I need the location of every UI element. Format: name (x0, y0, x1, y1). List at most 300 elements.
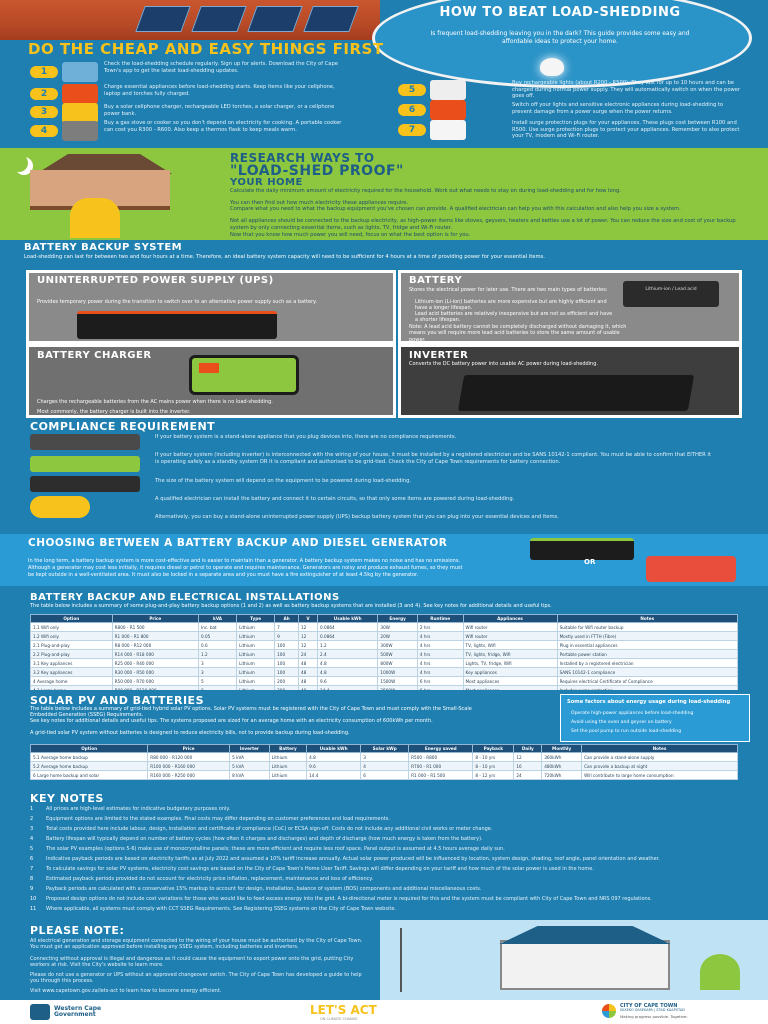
compliance-paragraph: If your battery system is a stand-alone appliance that you plug devices into, there are no compliance requirements. (155, 434, 457, 440)
city-name-line: ISIXEKO SASEKAPA | STAD KAAPSTAD (620, 1008, 685, 1012)
roof-solar-illustration (0, 0, 380, 40)
ups-text: Provides temporary power during the transition to switch over to an alternative power supply such as a battery. (37, 299, 317, 305)
battery-backup-intro: Load-shedding can last for between two and four hours at a time. Therefore, an ideal battery system capacity will need to be sufficient for 4 hours at a time of providing power for your essential items. (24, 254, 545, 260)
energy-usage-item: Set the pool pump to run outside load-shedding (571, 729, 682, 734)
table-header-cell: Price (112, 615, 198, 623)
table-cell: R14 000 - R18 000 (112, 650, 198, 659)
table-header-cell: Battery (269, 745, 306, 753)
or-label: OR (584, 558, 596, 566)
key-note (30, 886, 730, 892)
power-pole-icon (400, 928, 402, 992)
cheap-tips-section (0, 0, 768, 148)
table-header-cell: Option (31, 745, 148, 753)
ups-device-icon (77, 311, 277, 339)
table-cell: 8 kVA (230, 771, 270, 780)
table-row (31, 650, 738, 659)
key-note-number: 4 (30, 836, 34, 842)
table-row (31, 632, 738, 641)
solar-options-table (30, 744, 738, 780)
solar-paragraph: See key notes for additional details and useful tips. The systems proposed are sized for an average home with an electricity consumption of 600kWh per month. (30, 718, 433, 724)
solar-paragraph: A grid-tied solar PV system without batteries is designed to reduce electricity bills, not to provide backup during load-shedding. (30, 730, 350, 736)
table-cell: 48 (299, 659, 318, 668)
tip-text: Buy rechargeable lights (about R200 - R500). They last for up to 10 hours and can be charged during normal power supply. They will automatically switch on when the power goes off. (512, 80, 741, 99)
table-cell: 4 Average home (31, 677, 113, 686)
table-row (31, 677, 738, 686)
key-note (30, 876, 730, 882)
switch-off-icon (430, 100, 466, 120)
solar-panel-icon (303, 6, 358, 32)
western-cape-logo-icon (30, 1004, 50, 1020)
table-cell: 5 (198, 677, 236, 686)
key-note-number: 1 (30, 806, 34, 812)
table-header-cell: Notes (582, 745, 738, 753)
table-cell: Portable power station (557, 650, 737, 659)
key-note-number: 11 (30, 906, 37, 912)
intro-text: Is frequent load-shedding leaving you in the dark? This guide provides some easy and affordable ideas to protect your home. (430, 30, 690, 45)
table-cell: Installed by a registered electrician (557, 659, 737, 668)
table-header-cell: Daily (514, 745, 542, 753)
table-cell: 24 (514, 771, 542, 780)
table-cell: 200 (275, 677, 299, 686)
table-header-cell: Energy (378, 615, 417, 623)
table-cell: Lithium (237, 659, 275, 668)
table-cell: 1500W (378, 677, 417, 686)
tip-text: Charge essential appliances before load-shedding starts. Keep items like your cellphone, laptop and torches fully charged. (104, 84, 335, 97)
table-header-cell: Monthly (542, 745, 582, 753)
battery-text: Stores the electrical power for later use. There are two main types of batteries: (409, 287, 608, 293)
table-cell: 100 (275, 650, 299, 659)
table-cell: 5 kVA (230, 762, 270, 771)
energy-usage-item: Operate high-power appliances before load-shedding (571, 711, 694, 716)
table-cell: 4 hrs (417, 641, 463, 650)
key-note-number: 5 (30, 846, 34, 852)
light-bulb-icon (540, 58, 564, 76)
table-cell: SANS 10142-1 compliance (557, 668, 737, 677)
key-note (30, 836, 730, 842)
key-note-number: 6 (30, 856, 34, 862)
compliance-section (0, 418, 768, 534)
key-notes-section (0, 790, 768, 920)
city-name (620, 1004, 685, 1013)
key-note (30, 806, 730, 812)
table-header-cell: Ah (275, 615, 299, 623)
table-cell: Lithium (237, 623, 275, 632)
choosing-section (0, 534, 768, 586)
table-cell: 6 hrs (417, 677, 463, 686)
wc-name-line: Western Cape (54, 1005, 102, 1012)
table-row (31, 762, 738, 771)
inverter-card (398, 344, 742, 418)
table-cell: 6 Large home backup and solar (31, 771, 148, 780)
table-cell: 360kWh (542, 753, 582, 762)
city-of-cape-town-logo-icon (602, 1004, 616, 1018)
key-note-text: Estimated payback periods provided do not account for electricity price inflation, replacement, maintenance and loss of efficiency. (46, 876, 374, 882)
key-notes-title: KEY NOTES (30, 792, 104, 805)
inverter-device-icon (30, 476, 140, 492)
table-cell: Lithium (237, 641, 275, 650)
key-note (30, 856, 730, 862)
table-cell: 1.2 (198, 650, 236, 659)
rechargeable-light-icon (430, 80, 466, 100)
table-cell: Can provide a stand-alone supply (582, 753, 738, 762)
table-row (31, 771, 738, 780)
table-cell: 100 (275, 668, 299, 677)
table-cell: 12 (299, 632, 318, 641)
tip-text: Check the load-shedding schedule regularly. Sign up for alerts. Download the City of Cape Town's app to get the latest load-shedding updates. (104, 61, 338, 74)
charger-text: Charges the rechargeable batteries from the AC mains power when there is no load-shedding. (37, 399, 273, 405)
table-cell: 2.2 Plug-and-play (31, 650, 113, 659)
table-cell: 12 (514, 753, 542, 762)
key-note (30, 896, 730, 902)
table-cell: Mostly used in FTTH (Fibre) (557, 632, 737, 641)
key-note-text: Battery lifespan will typically depend on number of battery cycles (how often it charges and discharges) and depth of discharge (how much energy is taken from the battery). (46, 836, 483, 842)
table-cell: R500 - R800 (409, 753, 473, 762)
table-cell: Lights, TV, fridge, Wifi (463, 659, 557, 668)
battery-card (398, 270, 742, 344)
diesel-generator-icon (646, 556, 736, 582)
table-cell: 9 (275, 632, 299, 641)
inverter-title: INVERTER (409, 350, 469, 361)
moon-icon (10, 154, 28, 172)
table-cell: 7 (275, 623, 299, 632)
table-cell: 3.2 Key appliances (31, 668, 113, 677)
table-cell: Inc. bat (198, 623, 236, 632)
battery-backup-section (0, 240, 768, 418)
table-cell: Wifi router (463, 623, 557, 632)
research-paragraph: Not all appliances should be connected to the backup electricity, as high-power items like stoves, geysers, heaters and kettles use a lot of power. You can reduce the size and cost of your backup system by only connecting essential items, such as lights, TV, fridge and Wi-Fi router. (230, 218, 736, 231)
table-cell: Requires electrical Certificate of Compliance (557, 677, 737, 686)
tip-number: 4 (30, 125, 58, 137)
main-title: HOW TO BEAT LOAD-SHEDDING (439, 5, 681, 20)
table-cell: R25 000 - R40 000 (112, 659, 198, 668)
please-note-paragraph: Visit www.capetown.gov.za/lets-act to learn how to become energy efficient. (30, 988, 222, 994)
research-paragraph: Calculate the daily minimum amount of electricity required for the household. Work out what needs to stay on during load-shedding and for how long. (230, 188, 621, 194)
table-cell: 30W (378, 623, 417, 632)
tip-text: Switch off your lights and sensitive electronic appliances during load-shedding to prevent damage from a power surge when the power returns. (512, 102, 724, 115)
table-cell: 9.6 (318, 677, 378, 686)
solar-title: SOLAR PV AND BATTERIES (30, 694, 204, 707)
table-cell: R700 - R1 000 (409, 762, 473, 771)
battery-bullet: Lead acid batteries are relatively inexpensive but are not as efficient and have a shorter lifespan. (415, 311, 613, 324)
table-cell: 4 hrs (417, 668, 463, 677)
choosing-paragraph: In the long term, a battery backup system is more cost-effective and is easier to maintain than a generator. A battery backup system makes no noise and has no emissions. (28, 558, 461, 564)
plug-device-icon (30, 434, 140, 450)
charger-switch-icon (199, 363, 219, 373)
table-cell: 4 hrs (417, 632, 463, 641)
table-cell: 0.05 (198, 632, 236, 641)
charger-title: BATTERY CHARGER (37, 350, 152, 361)
table-cell: TV, lights, Wifi (463, 641, 557, 650)
table-cell: 2.4 (318, 650, 378, 659)
city-name-line: CITY OF CAPE TOWN (620, 1003, 678, 1009)
battery-title: BATTERY (409, 275, 463, 286)
compliance-paragraph: Alternatively, you can buy a stand-alone uninterrupted power supply (UPS) backup battery system that you can plug into your essential devices and items. (155, 514, 559, 520)
table-cell: 0.0864 (318, 623, 378, 632)
inverter-text: Converts the DC battery power into usable AC power during load-shedding. (409, 361, 598, 367)
research-section (0, 148, 768, 240)
tip-number: 3 (30, 106, 58, 118)
charger-card (26, 344, 396, 418)
table-cell: 300W (378, 641, 417, 650)
western-cape-name (54, 1006, 101, 1018)
table-cell: 20W (378, 632, 417, 641)
battery-charger-icon (189, 355, 299, 395)
table-header-cell: V (299, 615, 318, 623)
table-cell: Lithium (269, 753, 306, 762)
table-cell: 4.8 (318, 668, 378, 677)
key-note-text: The solar PV examples (options 5-6) make use of monocrystalline panels; these are more efficient and require less roof space. Panel output is assumed at 4.5 hours average daily sun. (46, 846, 505, 852)
table-cell: Suitable for Wifi router backup (557, 623, 737, 632)
table-cell: 4.8 (318, 659, 378, 668)
please-note-paragraph: Please do not use a generator or UPS without an approved changeover switch. The City of Cape Town has developed a guide to help you through this process. (30, 972, 362, 985)
table-header-cell: Option (31, 615, 113, 623)
ups-title: UNINTERRUPTED POWER SUPPLY (UPS) (37, 275, 274, 286)
key-note-number: 9 (30, 886, 34, 892)
table-cell: Lithium (237, 650, 275, 659)
table-cell: 720kWh (542, 771, 582, 780)
energy-usage-title: Some factors about energy usage during load-shedding (567, 699, 731, 705)
ups-card (26, 270, 396, 344)
tip-number: 7 (398, 124, 426, 136)
table-header-cell: Runtime (417, 615, 463, 623)
tip-text: Buy a solar cellphone charger, rechargeable LED torches, a solar charger, or a cellphone power bank. (104, 104, 335, 117)
compliance-paragraph: A qualified electrician can install the battery and connect it to certain circuits, so that only some items are powered during load-shedding. (155, 496, 515, 502)
house-icon (500, 940, 670, 990)
table-cell: Plug in essential appliances (557, 641, 737, 650)
key-note-number: 2 (30, 816, 34, 822)
battery-bullet: Lithium-ion (Li-ion) batteries are more expensive but are highly efficient and have a longer lifespan. (415, 299, 607, 312)
table-cell: 1.2 Wifi only (31, 632, 113, 641)
table-cell: R1 000 - R1 500 (409, 771, 473, 780)
table-cell: 24 (299, 650, 318, 659)
table-row (31, 753, 738, 762)
table-cell: 2.1 Plug-and-play (31, 641, 113, 650)
solar-panel-icon (191, 6, 246, 32)
solar-charger-icon (62, 103, 98, 123)
table-cell: 5 kVA (230, 753, 270, 762)
key-note-text: Proposed design options do not include cost variations for those who would like to feed excess energy into the grid. A bi-directional meter is required for this and the system must be compliant with City of Cape Town and NRS 097 regulations. (46, 896, 652, 902)
installations-intro: The table below includes a summary of some plug-and-play battery backup options (1 and 2) as well as battery backup systems that are installed (3 and 4). See key notes for additional details and useful tips. (30, 603, 552, 609)
table-cell: 14.4 (307, 771, 361, 780)
electrician-icon (70, 198, 120, 238)
table-cell: 3.1 Key appliances (31, 659, 113, 668)
footer (0, 1000, 768, 1024)
please-note-paragraph: All electrical generation and storage equipment connected to the wiring of your house must be authorised by the City of Cape Town. You must get an application approved before installing any SSEG system, including batteries and inverters. (30, 938, 363, 951)
city-tagline: Making progress possible. Together. (620, 1014, 688, 1019)
choosing-title: CHOOSING BETWEEN A BATTERY BACKUP AND DIESEL GENERATOR (28, 537, 448, 549)
table-cell: TV, lights, fridge, Wifi (463, 650, 557, 659)
key-note-text: Where applicable, all systems must comply with CCT SSEG Requirements. See Registering SSEG systems on the City of Cape Town website. (46, 906, 396, 912)
table-header-cell: Price (148, 745, 230, 753)
table-cell: 12 (299, 623, 318, 632)
table-cell: 0.6 (198, 641, 236, 650)
table-row (31, 623, 738, 632)
key-note-text: Equipment options are limited to the stated examples. Final costs may differ depending on customer preferences and load requirements. (46, 816, 390, 822)
table-header-cell: Usable kWh (307, 745, 361, 753)
inverter-device-icon (458, 375, 694, 411)
please-note-paragraph: Connecting without approval is illegal and dangerous as it could cause the equipment to export power onto the grid, putting City workers at risk. Visit the City's website to learn more. (30, 956, 354, 969)
table-header-cell: Energy saved (409, 745, 473, 753)
table-header-cell: kVA (198, 615, 236, 623)
battery-backup-icon (530, 538, 634, 560)
table-cell: Most appliances (463, 677, 557, 686)
solar-section (0, 690, 768, 790)
table-cell: Lithium (269, 762, 306, 771)
solar-roof-icon (490, 926, 680, 944)
table-cell: 500W (378, 650, 417, 659)
table-cell: 1.2 (318, 641, 378, 650)
table-cell: 4.8 (307, 753, 361, 762)
table-cell: 1000W (378, 668, 417, 677)
table-cell: 6 (361, 771, 409, 780)
compliance-title: COMPLIANCE REQUIREMENT (30, 420, 216, 433)
table-cell: 8 - 12 yrs (473, 771, 514, 780)
table-cell: 0.0864 (318, 632, 378, 641)
table-header-cell: Usable kWh (318, 615, 378, 623)
table-cell: Wifi router (463, 632, 557, 641)
table-cell: R100 000 - R160 000 (148, 762, 230, 771)
table-cell: R50 000 - R70 000 (112, 677, 198, 686)
lets-act-logo: LET'S ACT (310, 1003, 377, 1017)
table-cell: 8 - 10 yrs (473, 762, 514, 771)
table-row (31, 659, 738, 668)
research-title-line1: RESEARCH WAYS TO (230, 151, 375, 165)
wc-name-line: Government (54, 1011, 96, 1018)
table-cell: R160 000 - R250 000 (148, 771, 230, 780)
table-cell: Lithium (237, 668, 275, 677)
tree-icon (700, 954, 740, 990)
table-cell: 3 (198, 668, 236, 677)
choosing-paragraph: Although a generator may cost less initially, it requires diesel or petrol to operate and requires maintenance. Generators are noisy and produce exhaust fumes, so they must be kept outside in a well-ventilated area. It must also be locked in a separate area and you must have a fire extinguisher of at least 4.5kg by the generator. (28, 565, 463, 578)
research-paragraph: You can then find out how much electricity these appliances require. (230, 200, 409, 206)
table-cell: 100 (275, 659, 299, 668)
energy-usage-item: Avoid using the oven and geyser on battery (571, 720, 672, 725)
key-note (30, 846, 730, 852)
key-note-text: Total costs provided here include labour, design, installation and certificate of compliance (CoC) or ECSA sign-off. Costs do not include any additional civil works or meter change. (46, 826, 493, 832)
table-cell: Will contribute to large home consumption (582, 771, 738, 780)
surge-plug-icon (430, 120, 466, 140)
research-paragraph: Now that you know how much power you will need, focus on what the best option is for you. (230, 232, 471, 238)
key-note (30, 906, 730, 912)
table-header-cell: Solar kWp (361, 745, 409, 753)
table-cell: Key appliances (463, 668, 557, 677)
gas-cooker-icon (62, 121, 98, 141)
electrician-icon (30, 496, 90, 518)
table-cell: 4 hrs (417, 659, 463, 668)
table-cell: 4 hrs (417, 650, 463, 659)
table-cell: 12 (299, 641, 318, 650)
table-row (31, 641, 738, 650)
table-cell: Lithium (237, 677, 275, 686)
battery-note: Note: A lead acid battery cannot be completely discharged without damaging it, which means you will require more lead acid batteries to store the same amount of usable power. (409, 324, 627, 343)
table-header-cell: Appliances (463, 615, 557, 623)
table-cell: Lithium (269, 771, 306, 780)
energy-usage-box (560, 694, 750, 742)
key-note-number: 10 (30, 896, 37, 902)
key-note (30, 816, 730, 822)
please-note-title: PLEASE NOTE: (30, 924, 125, 937)
table-cell: R8 000 - R12 000 (112, 641, 198, 650)
compliance-paragraph: If your battery system (including inverter) is interconnected with the wiring of your house, it must be installed by a registered electrician and be SANS 10142-1 compliant. You must be able to confirm that EITHER it is operating safely as a standby system OR it is compliant and authorised to be grid-tied. Check the City of Cape Town requirements for battery connection. (155, 452, 711, 465)
research-title-line2: "LOAD-SHED PROOF" (230, 163, 404, 179)
key-note-text: To calculate savings for solar PV systems, electricity cost savings are based on the City of Cape Town's Home User Tariff. Savings will differ depending on your tariff and how much of the solar power is used in the home. (46, 866, 594, 872)
solar-panel-icon (247, 6, 302, 32)
key-note-text: All prices are high-level estimates for indicative budgetary purposes only. (46, 806, 231, 812)
charging-devices-icon (62, 84, 98, 104)
tip-text: Install surge protection plugs for your appliances. These plugs cost between R100 and R500. Use surge protection plugs to protect your appliances. Remember to also protect your TV, modem and Wi-Fi router. (512, 120, 740, 139)
table-cell: 9.6 (307, 762, 361, 771)
phone-alert-icon (62, 62, 98, 82)
tip-number: 5 (398, 84, 426, 96)
table-cell: 3 (198, 659, 236, 668)
key-note-number: 3 (30, 826, 34, 832)
table-cell: 8 - 10 yrs (473, 753, 514, 762)
house-grid-illustration (380, 920, 768, 1000)
table-cell: 48 (299, 668, 318, 677)
lets-act-subtitle: ON CLIMATE CHANGE (320, 1017, 358, 1021)
table-header-cell: Type (237, 615, 275, 623)
table-cell: 16 (514, 762, 542, 771)
table-cell: 48 (299, 677, 318, 686)
table-cell: Can provide a backup at night (582, 762, 738, 771)
research-paragraph: Compare what you need to what the backup equipment you've chosen can provide. A qualified electrician can help you with this calculation and also help you size a system. (230, 206, 681, 212)
table-header-cell: Notes (557, 615, 737, 623)
key-note-text: Payback periods are calculated with a conservative 15% markup to account for design, installation, balance of system (BOS) components and additional miscellaneous costs. (46, 886, 482, 892)
installations-title: BATTERY BACKUP AND ELECTRICAL INSTALLATIONS (30, 592, 340, 603)
house-illustration (0, 148, 220, 240)
table-cell: 800W (378, 659, 417, 668)
table-row (31, 668, 738, 677)
key-note (30, 866, 730, 872)
table-cell: 5.1 Average home backup (31, 753, 148, 762)
battery-installations-section (0, 586, 768, 690)
compliance-paragraph: The size of the battery system will depend on the equipment to be powered during load-shedding. (155, 478, 412, 484)
battery-backup-title: BATTERY BACKUP SYSTEM (24, 242, 183, 253)
table-cell: 5.2 Average home backup (31, 762, 148, 771)
key-note (30, 826, 730, 832)
key-note-text: Indicative payback periods are based on electricity tariffs as at July 2022 and assumed a 10% tariff increase annually. Actual solar power produced will be influenced by location, system design, shading, roof angle, panel orientation and weather. (46, 856, 660, 862)
solar-paragraph: The table below includes a summary of grid-tied hybrid solar PV options. Solar PV systems must be registered with the City of Cape Town and must comply with the Small-Scale Embedded Generation (SSEG) Requirements. (30, 706, 472, 719)
table-cell: R80 000 - R120 000 (148, 753, 230, 762)
table-cell: 1.1 Wifi only (31, 623, 113, 632)
battery-charger-icon (30, 456, 140, 472)
table-cell: 4 (361, 762, 409, 771)
table-cell: Lithium (237, 632, 275, 641)
table-header-cell: Inverter (230, 745, 270, 753)
choosing-text (28, 558, 468, 578)
research-title-line3: YOUR HOME (230, 177, 303, 188)
charger-note: Most commonly, the battery charger is built into the inverter. (37, 409, 191, 415)
table-cell: R1 000 - R1 800 (112, 632, 198, 641)
tip-text: Buy a gas stove or cooker so you don't depend on electricity for cooking. A portable cooker can cost you R300 - R600. Also keep a thermos flask to keep meals warm. (104, 120, 342, 133)
tip-number: 2 (30, 88, 58, 100)
table-cell: R30 000 - R50 000 (112, 668, 198, 677)
tip-number: 1 (30, 66, 58, 78)
table-cell: 480kWh (542, 762, 582, 771)
table-cell: 100 (275, 641, 299, 650)
key-note-number: 8 (30, 876, 34, 882)
please-note-section (0, 920, 768, 1000)
research-title (230, 152, 590, 188)
table-header-cell: Payback (473, 745, 514, 753)
tip-number: 6 (398, 104, 426, 116)
table-cell: R800 - R1 500 (112, 623, 198, 632)
solar-panel-icon (135, 6, 190, 32)
table-cell: 3 (361, 753, 409, 762)
battery-device-icon: Lithium-ion / Lead acid (623, 281, 719, 307)
cheap-title: DO THE CHEAP AND EASY THINGS FIRST (28, 40, 384, 58)
table-cell: 2 hrs (417, 623, 463, 632)
